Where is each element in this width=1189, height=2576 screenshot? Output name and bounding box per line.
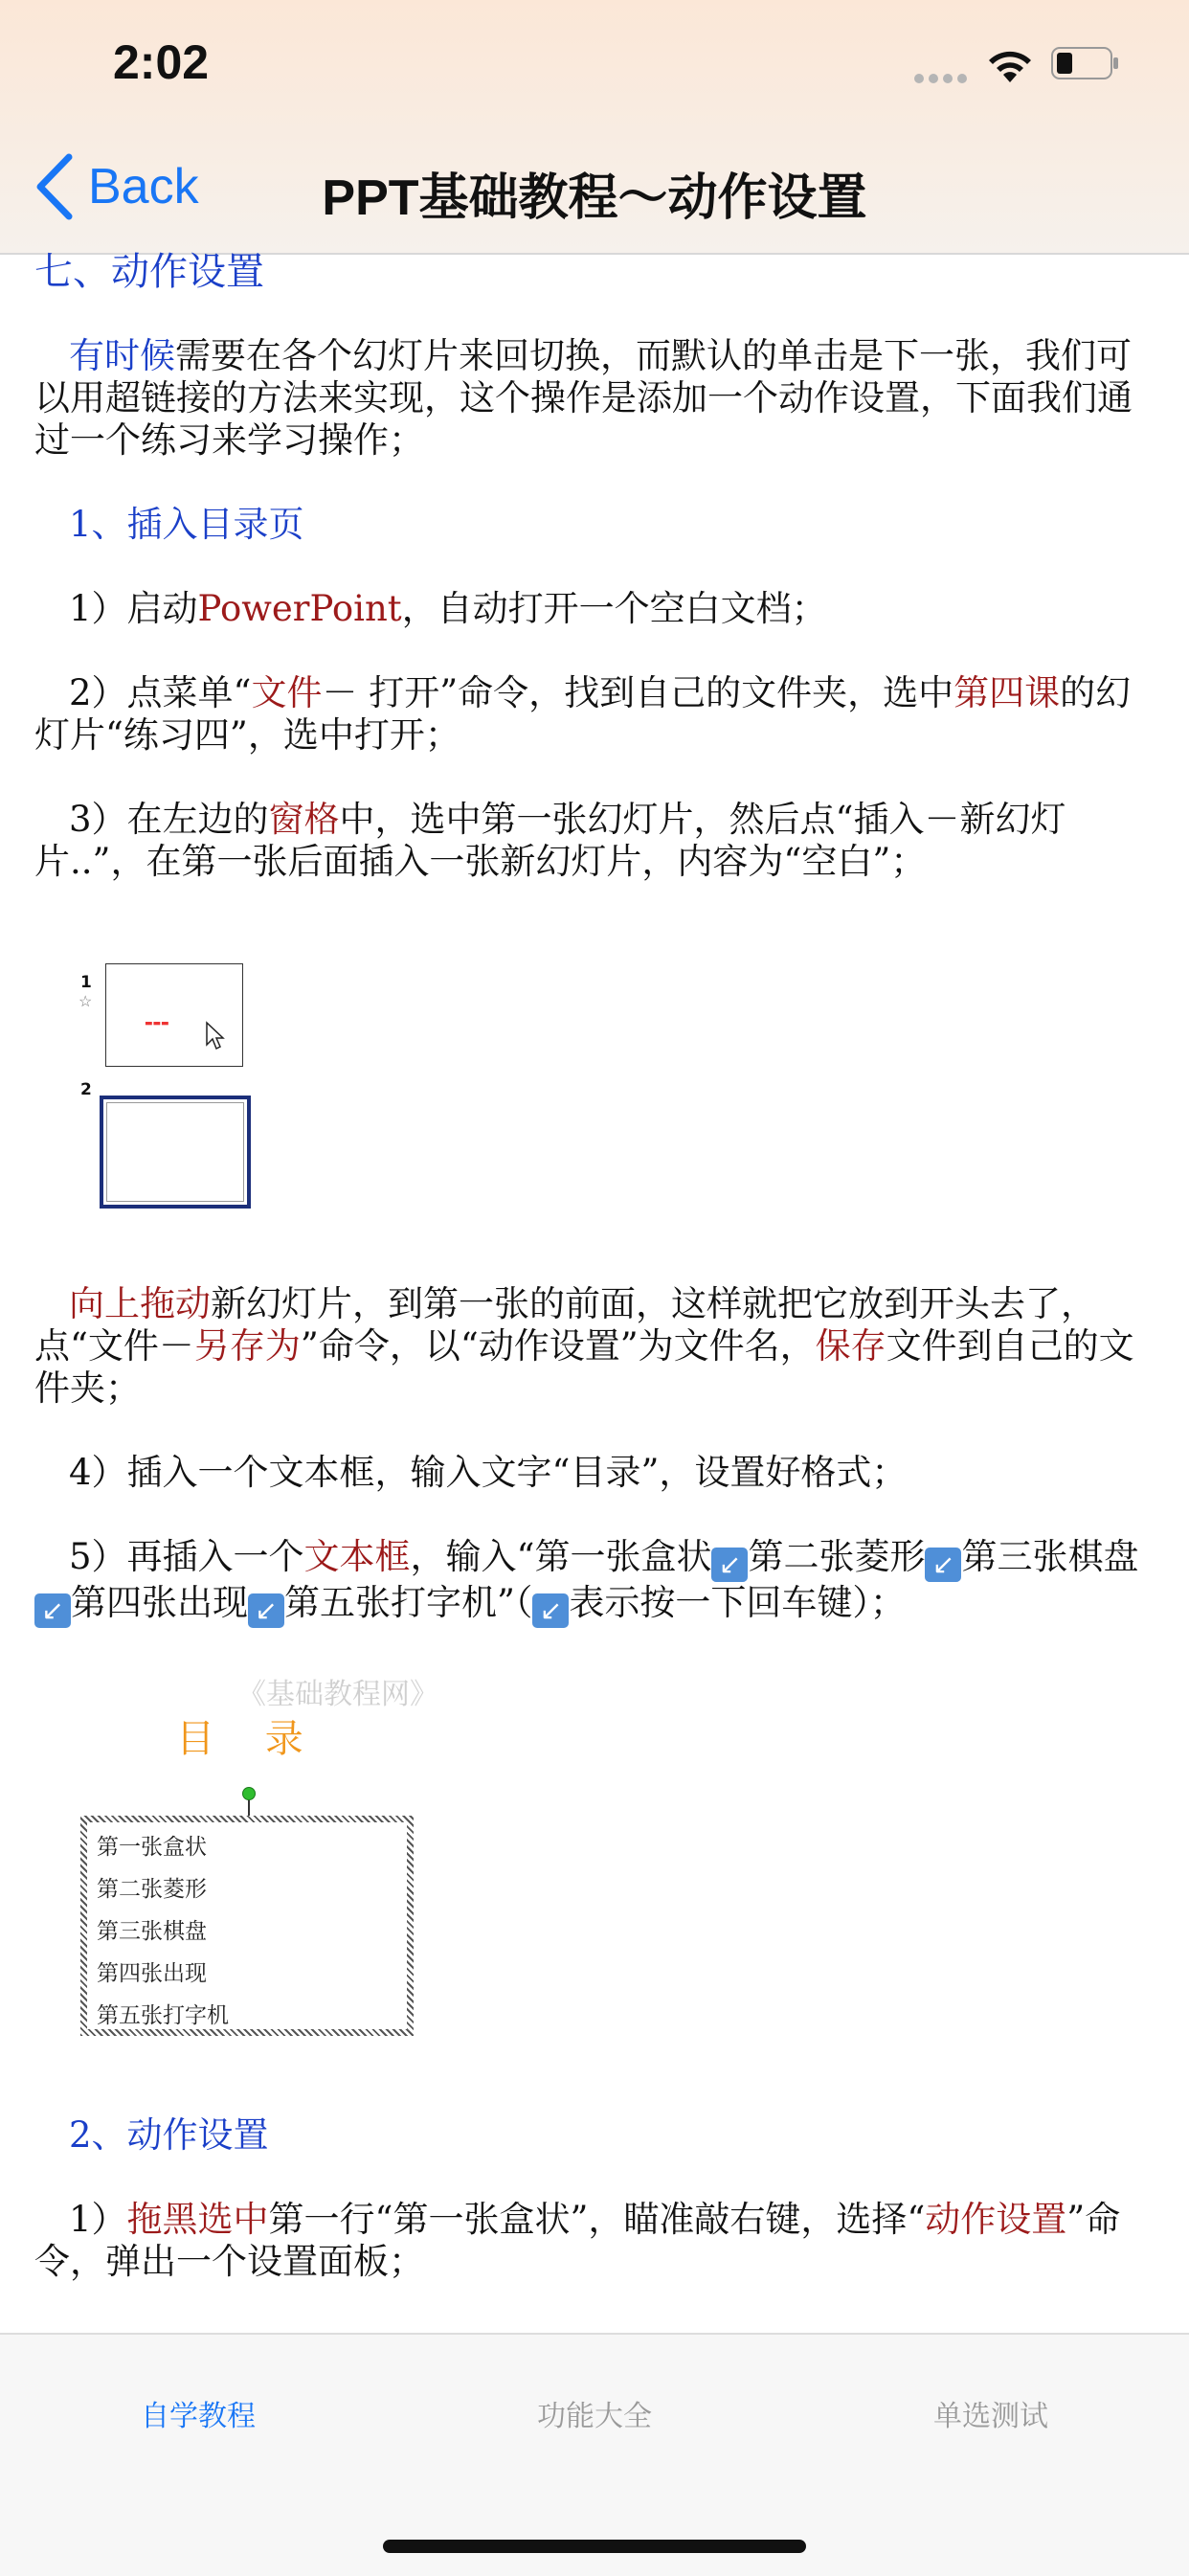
section-heading-1: 1、插入目录页	[69, 504, 304, 545]
slide-thumbnail-1	[105, 963, 243, 1067]
slide-number-2: 2	[80, 1080, 92, 1099]
step-2	[34, 672, 1164, 757]
step-1-text-b: ，自动打开一个空白文档；	[401, 588, 827, 629]
intro-text: 需要在各个幻灯片来回切换，而默认的单击是下一张，我们可以用超链接的方法来实现，这个操作是添加一个动作设置，下面我们通过一个练习来学习操作；	[34, 335, 1133, 461]
tab-self-study[interactable]: 自学教程	[141, 2400, 256, 2433]
mouse-pointer-icon	[206, 1022, 225, 1051]
step-4: 4）插入一个文本框，输入文字“目录”，设置好格式；	[69, 1452, 908, 1493]
drag-text-b: ”命令，以“动作设置”为文件名，	[300, 1325, 816, 1367]
step-2-text-a: 2）点菜单“	[69, 672, 252, 713]
drag-highlight-b: 另存为	[193, 1325, 301, 1367]
cellular-signal-icon	[914, 69, 972, 87]
step-5-text-f: 第五张打字机”（	[284, 1582, 533, 1623]
star-icon: ☆	[79, 992, 93, 1010]
battery-icon	[1051, 47, 1120, 79]
step-2-text-c: 的幻灯片“练习四”，选中打开；	[34, 672, 1132, 756]
drag-text-c: 文件到自己的文件夹；	[34, 1325, 1134, 1409]
textbox-illustration	[34, 1670, 1164, 2072]
step-3-text-b: 中，选中第一张幻灯片，然后点“插入－新幻灯片..”，在第一张后面插入一张新幻灯片，内容为“空白”；	[34, 799, 1066, 882]
step-5-highlight: 文本框	[303, 1536, 411, 1577]
step-5-text-g: 表示按一下回车键）；	[569, 1582, 906, 1623]
step-6-text-b: 第一行“第一张盒状”，瞄准敲右键，选择“	[268, 2199, 926, 2240]
step-1-text-a: 1）启动	[69, 588, 198, 629]
tab-features[interactable]: 功能大全	[537, 2400, 652, 2433]
tab-quiz[interactable]: 单选测试	[933, 2400, 1048, 2433]
slide-number-1: 1	[80, 973, 92, 992]
step-3	[34, 799, 1164, 883]
toc-item: 第四张出现	[97, 1961, 207, 1986]
back-button[interactable]	[33, 153, 199, 220]
toc-item: 第三张棋盘	[97, 1919, 207, 1944]
slide-thumbnail-text: ▬▬▬	[145, 1019, 169, 1028]
step-5	[34, 1536, 1164, 1628]
article-heading: 七、动作设置	[34, 250, 264, 294]
slides-pane-illustration	[34, 925, 1164, 1241]
toc-item: 第五张打字机	[97, 2003, 229, 2028]
step-5-text-e: 第四张出现	[71, 1582, 248, 1623]
toc-item: 第一张盒状	[97, 1835, 207, 1860]
step-5-text-b: ，输入“第一张盒状	[410, 1536, 712, 1577]
article-scroll-area[interactable]	[0, 250, 1189, 2333]
toc-textbox	[80, 1816, 414, 2036]
step-3-highlight: 窗格	[268, 799, 340, 840]
step-3-text-a: 3）在左边的	[69, 799, 269, 840]
tab-bar	[0, 2333, 1189, 2576]
slide-thumbnail-2	[100, 1096, 251, 1209]
toc-title: 目 录	[176, 1717, 323, 1761]
article	[34, 251, 1164, 2459]
rotate-handle	[242, 1787, 256, 1800]
enter-key-icon: ↙	[925, 1548, 961, 1582]
top-bar	[0, 0, 1189, 255]
step-6-highlight-a: 拖黑选中	[126, 2199, 269, 2240]
enter-key-icon: ↙	[711, 1548, 748, 1582]
step-6-highlight-b: 动作设置	[925, 2199, 1067, 2240]
drag-text-a: 新幻灯片，到第一张的前面，这样就把它放到开头去了，点“文件－	[34, 1283, 1096, 1367]
intro-highlight: 有时候	[69, 335, 175, 376]
step-5-text-c: 第二张菱形	[748, 1536, 926, 1577]
chevron-left-icon	[33, 153, 75, 220]
step-1	[34, 588, 1164, 630]
intro-paragraph	[34, 335, 1164, 462]
enter-key-icon: ↙	[34, 1593, 71, 1628]
back-label: Back	[88, 159, 199, 215]
drag-paragraph	[34, 1283, 1164, 1410]
step-2-text-b: － 打开”命令，找到自己的文件夹，选中	[322, 672, 954, 713]
page-title: PPT基础教程～动作设置	[322, 170, 867, 226]
enter-key-icon: ↙	[248, 1593, 284, 1628]
step-2-highlight-a: 文件	[251, 672, 323, 713]
home-indicator[interactable]	[383, 2540, 806, 2553]
step-6-text-a: 1）	[69, 2199, 127, 2240]
watermark: 《基础教程网》	[237, 1678, 438, 1711]
step-2-highlight-b: 第四课	[953, 672, 1061, 713]
enter-key-icon: ↙	[532, 1593, 569, 1628]
toc-item: 第二张菱形	[97, 1877, 207, 1902]
drag-highlight-a: 向上拖动	[69, 1283, 211, 1324]
section-heading-2: 2、动作设置	[69, 2114, 269, 2156]
step-6-text-c: ”命令，弹出一个设置面板；	[34, 2199, 1121, 2282]
status-time: 2:02	[113, 35, 210, 89]
wifi-icon	[984, 44, 1036, 84]
drag-highlight-c: 保存	[815, 1325, 886, 1367]
step-1-highlight: PowerPoint	[197, 588, 402, 629]
step-6	[34, 2199, 1164, 2283]
step-5-text-a: 5）再插入一个	[69, 1536, 304, 1577]
step-5-text-d: 第三张棋盘	[961, 1536, 1139, 1577]
